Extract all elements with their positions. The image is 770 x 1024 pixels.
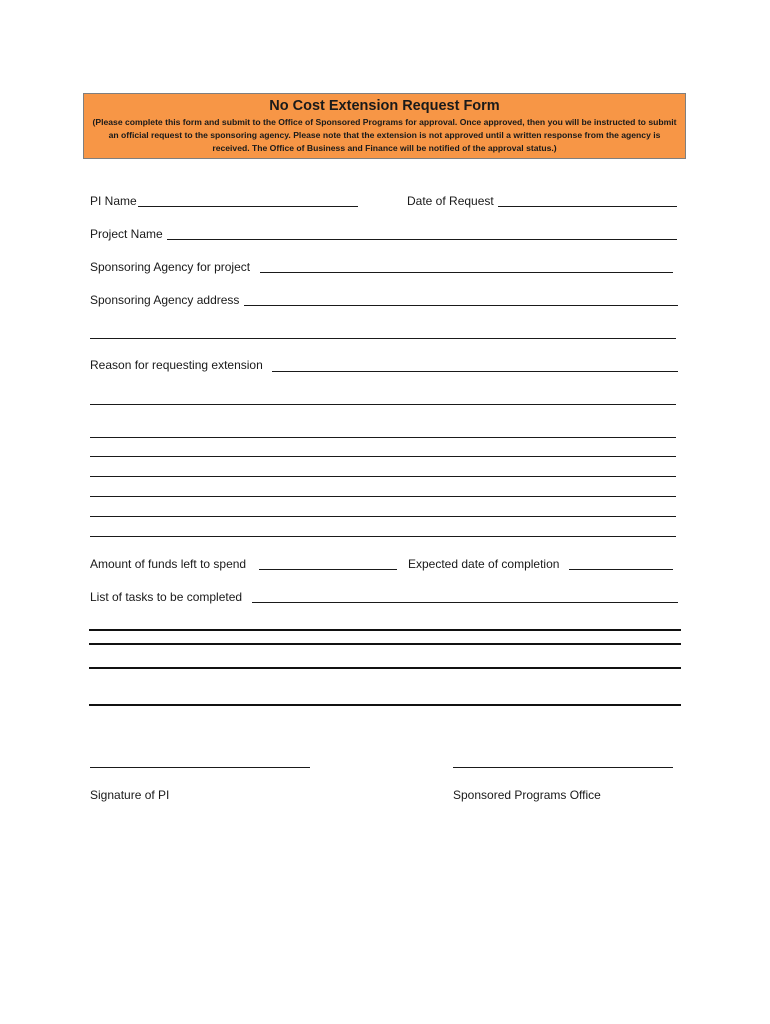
tasks-line-2[interactable] [89, 643, 681, 645]
reason-line-3[interactable] [90, 437, 676, 438]
project-name-label: Project Name [90, 227, 163, 241]
sponsoring-agency-label: Sponsoring Agency for project [90, 260, 251, 274]
sponsored-programs-signature-label: Sponsored Programs Office [453, 788, 601, 802]
expected-completion-label: Expected date of completion [408, 557, 560, 571]
reason-line-4[interactable] [90, 456, 676, 457]
sponsoring-agency-address-line-2[interactable] [90, 338, 676, 339]
tasks-line-3[interactable] [89, 667, 681, 669]
sponsoring-agency-address-label: Sponsoring Agency address [90, 293, 240, 307]
amount-left-field[interactable] [259, 569, 397, 570]
pi-name-label: PI Name [90, 194, 137, 208]
sponsoring-agency-field[interactable] [260, 272, 673, 273]
tasks-line-4[interactable] [89, 704, 681, 706]
expected-completion-field[interactable] [569, 569, 673, 570]
date-of-request-label: Date of Request [407, 194, 494, 208]
reason-line-2[interactable] [90, 404, 676, 405]
project-name-field[interactable] [167, 239, 677, 240]
pi-signature-label: Signature of PI [90, 788, 170, 802]
pi-name-field[interactable] [138, 206, 358, 207]
form-title: No Cost Extension Request Form [269, 98, 500, 114]
sponsored-programs-signature-line[interactable] [453, 767, 673, 768]
tasks-line-1[interactable] [89, 629, 681, 631]
list-of-tasks-label: List of tasks to be completed [90, 590, 243, 604]
sponsoring-agency-address-field[interactable] [244, 305, 678, 306]
list-of-tasks-field[interactable] [252, 602, 678, 603]
pi-signature-line[interactable] [90, 767, 310, 768]
reason-line-5[interactable] [90, 476, 676, 477]
reason-line-8[interactable] [90, 536, 676, 537]
reason-line-6[interactable] [90, 496, 676, 497]
form-header [83, 93, 686, 159]
form-instructions: (Please complete this form and submit to the Office of Sponsored Programs for approval. Once approved, then you will be instructed to submit an official request to the sponsoring agency. Please note that the extension is not approved until a written response from the agency is received. The Office of Business and Finance will be notified of the approval status.) [92, 117, 677, 153]
reason-line-7[interactable] [90, 516, 676, 517]
date-of-request-field[interactable] [498, 206, 677, 207]
amount-left-label: Amount of funds left to spend [90, 557, 247, 571]
reason-label: Reason for requesting extension [90, 358, 263, 372]
reason-field[interactable] [272, 371, 678, 372]
